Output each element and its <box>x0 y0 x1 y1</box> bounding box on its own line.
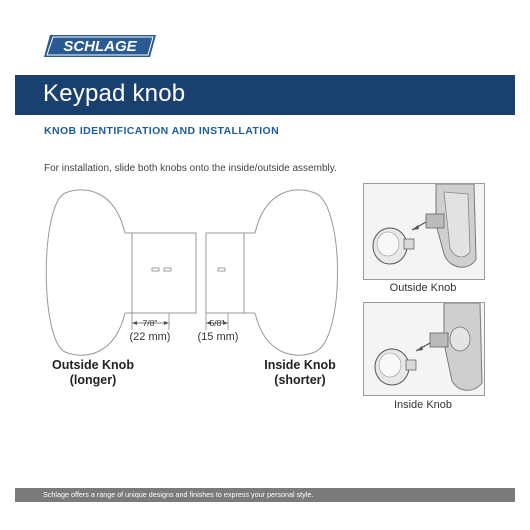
outside-knob-photo <box>363 183 485 280</box>
outside-knob-label <box>38 358 148 388</box>
inside-knob-outline <box>255 190 338 355</box>
inside-knob-label-note: (shorter) <box>274 373 326 387</box>
inside-dimension-fraction: 5/8" <box>209 318 225 328</box>
logo-text: SCHLAGE <box>63 38 137 55</box>
installation-instruction: For installation, slide both knobs onto the inside/outside assembly. <box>44 163 337 174</box>
outside-knob-label-note: (longer) <box>69 373 117 387</box>
inside-knob-photo <box>363 302 485 396</box>
inside-knob-shank <box>206 233 244 313</box>
footer-text: Schlage offers a range of unique designs and finishes to express your personal style. <box>43 490 314 499</box>
inside-knob-label-title: Inside Knob <box>264 358 336 372</box>
footer-banner <box>15 488 515 502</box>
title-banner <box>15 75 515 115</box>
outside-knob-outline <box>46 190 125 355</box>
inside-knob-caption: Inside Knob <box>393 399 453 411</box>
schlage-logo <box>44 35 156 57</box>
section-heading: KNOB IDENTIFICATION AND INSTALLATION <box>44 125 280 137</box>
outside-knob-caption: Outside Knob <box>389 282 457 294</box>
inside-knob-label <box>245 358 355 388</box>
inside-dimension-mm: (15 mm) <box>197 331 239 343</box>
knob-diagram <box>40 185 360 360</box>
outside-dimension-fraction: 7/8" <box>142 318 158 328</box>
outside-dimension-mm: (22 mm) <box>129 331 171 343</box>
outside-knob-shank <box>132 233 196 313</box>
page-title: Keypad knob <box>43 80 186 107</box>
outside-knob-label-title: Outside Knob <box>52 358 134 372</box>
